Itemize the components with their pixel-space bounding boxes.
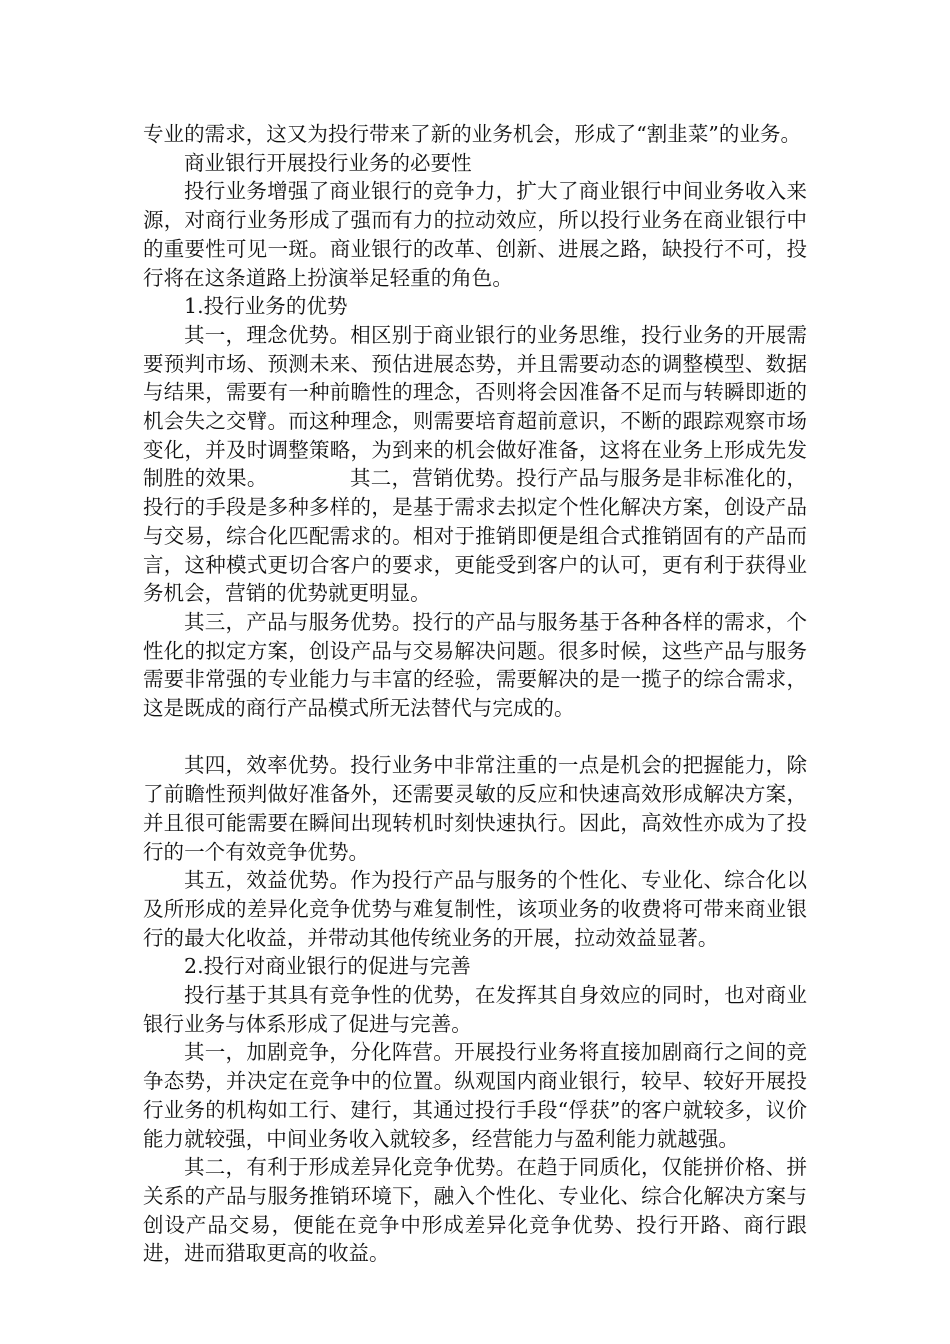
paragraph-product-advantage: 其三，产品与服务优势。投行的产品与服务基于各种各样的需求，个性化的拟定方案，创设产品与交易解决问题。很多时候，这些产品与服务需要非常强的专业能力与丰富的经验，需要解决的是一揽子的综合需求，这是既成的商行产品模式所无法替代与完成的。 xyxy=(143,609,807,721)
paragraph-differentiation: 其二，有利于形成差异化竞争优势。在趋于同质化，仅能拼价格、拼关系的产品与服务推销环境下，融入个性化、专业化、综合化解决方案与创设产品交易，便能在竞争中形成差异化竞争优势、投行开路、商行跟进，进而猎取更高的收益。 xyxy=(143,1155,807,1266)
paragraph-importance: 投行业务增强了商业银行的竞争力，扩大了商业银行中间业务收入来源，对商行业务形成了强而有力的拉动效应，所以投行业务在商业银行中的重要性可见一斑。商业银行的改革、创新、进展之路，缺投行不可，投行将在这条道路上扮演举足轻重的角色。 xyxy=(143,179,807,290)
section-heading-necessity: 商业银行开展投行业务的必要性 xyxy=(184,150,472,175)
paragraph-benefit-advantage: 其五，效益优势。作为投行产品与服务的个性化、专业化、综合化以及所形成的差异化竞争优势与难复制性，该项业务的收费将可带来商业银行的最大化收益，并带动其他传统业务的开展，拉动效益显著。 xyxy=(143,868,807,950)
subheading-promotion: 2.投行对商业银行的促进与完善 xyxy=(184,954,471,979)
paragraph-promotion-intro: 投行基于其具有竞争性的优势，在发挥其自身效应的同时，也对商业银行业务与体系形成了促进与完善。 xyxy=(143,983,807,1036)
subheading-advantages: 1.投行业务的优势 xyxy=(184,294,348,319)
paragraph-continuation: 专业的需求，这又为投行带来了新的业务机会，形成了“割韭菜”的业务。 xyxy=(143,122,802,146)
paragraph-marketing-advantage: 其二，营销优势。投行产品与服务是非标准化的，投行的手段是多种多样的，是基于需求去拟定个性化解决方案，创设产品与交易，综合化匹配需求的。相对于推销即便是组合式推销固有的产品而言，这种模式更切合客户的要求，更能受到客户的认可，更有利于获得业务机会，营销的优势就更明显。 xyxy=(143,466,807,606)
paragraph-concept-marketing xyxy=(143,321,807,608)
paragraph-competition: 其一，加剧竞争，分化阵营。开展投行业务将直接加剧商行之间的竞争态势，并决定在竞争中的位置。纵观国内商业银行，较早、较好开展投行业务的机构如工行、建行，其通过投行手段“俘获”的客户就较多，议价能力就较强，中间业务收入就较多，经营能力与盈利能力就越强。 xyxy=(143,1040,807,1151)
paragraph-efficiency-advantage: 其四，效率优势。投行业务中非常注重的一点是机会的把握能力，除了前瞻性预判做好准备外，还需要灵敏的反应和快速高效形成解决方案，并且很可能需要在瞬间出现转机时刻快速执行。因此，高效性亦成为了投行的一个有效竞争优势。 xyxy=(143,753,807,864)
paragraph-concept-advantage: 其一，理念优势。相区别于商业银行的业务思维，投行业务的开展需要预判市场、预测未来、预估进展态势，并且需要动态的调整模型、数据与结果，需要有一种前瞻性的理念，否则将会因准备不足而与转瞬即逝的机会失之交臂。而这种理念，则需要培育超前意识，不断的跟踪观察市场变化，并及时调整策略，为到来的机会做好准备，这将在业务上形成先发制胜的效果。 xyxy=(143,322,807,491)
document-body xyxy=(143,120,807,1268)
